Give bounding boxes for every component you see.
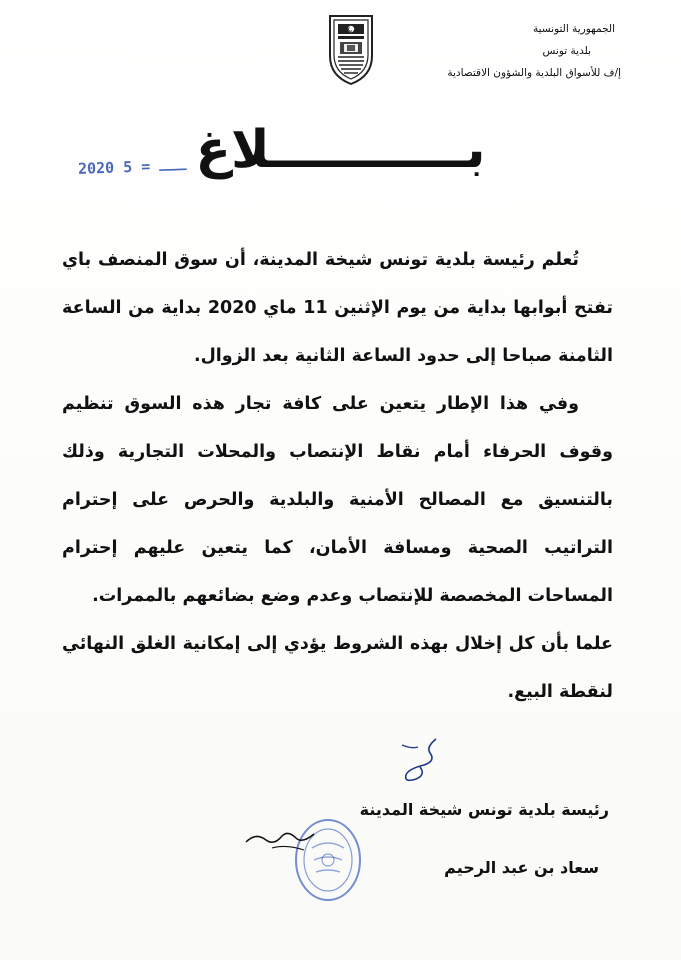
letterhead-country: الجمهورية التونسية [533, 23, 615, 35]
signatory-name: سعاد بن عبد الرحيم [444, 858, 599, 877]
letterhead [371, 18, 621, 84]
initials-mark-icon [396, 735, 442, 785]
notice-title: بـــــــــــلاغ [195, 120, 486, 180]
date-stamp: 2020 ـــ = 5 [77, 156, 187, 178]
paragraph-opening-announcement: تُعلم رئيسة بلدية تونس شيخة المدينة، أن سوق المنصف باي تفتح أبوابها بداية من يوم الإثنين 11 ماي 2020 بداية من الساعة الثامنة صباحا إلى حدود الساعة الثانية بعد الزوال. [62, 250, 613, 366]
paragraph-warning: علما بأن كل إخلال بهذه الشروط يؤدي إلى إمكانية الغلق النهائي لنقطة البيع. [62, 634, 613, 702]
paragraph-merchant-obligations: وفي هذا الإطار يتعين على كافة تجار هذه السوق تنظيم وقوف الحرفاء أمام نقاط الإنتصاب والمحلات التجارية وذلك بالتنسيق مع المصالح الأمنية والبلدية والحرص على إحترام التراتيب الصحية ومسافة الأمان، كما يتعين عليهم إحترام المساحات المخصصة للإنتصاب وعدم وضع بضائعهم بالممرات. [62, 394, 613, 606]
letterhead-department: إ/ف للأسواق البلدية والشؤون الاقتصادية [447, 67, 621, 79]
signature-block [299, 795, 609, 883]
signatory-title: رئيسة بلدية تونس شيخة المدينة [359, 800, 609, 819]
municipality-crest-icon [326, 10, 376, 88]
letterhead-municipality: بلدية تونس [542, 45, 591, 57]
notice-body [62, 236, 613, 716]
